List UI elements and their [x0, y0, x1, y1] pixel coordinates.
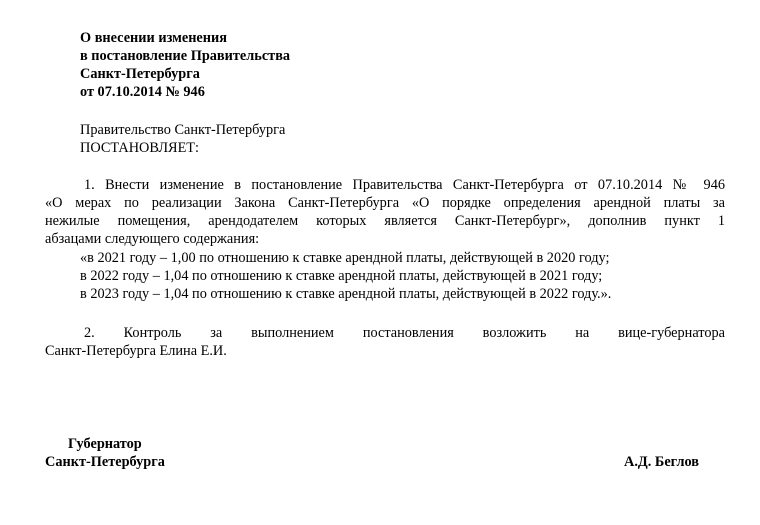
title-line-4: от 07.10.2014 № 946 [80, 84, 205, 100]
item1-line-3-text: нежилые помещения, арендодателем которых является Санкт-Петербург», дополнив пункт 1 [45, 213, 725, 229]
title-line-3: Санкт-Петербурга [80, 66, 200, 82]
signature-name: А.Д. Беглов [624, 454, 699, 470]
inserted-paragraph-2: в 2022 году – 1,04 по отношению к ставке арендной платы, действующей в 2021 году; [80, 268, 603, 284]
title-line-1: О внесении изменения [80, 30, 227, 46]
inserted-paragraph-3: в 2023 году – 1,04 по отношению к ставке арендной платы, действующей в 2022 году.». [80, 286, 612, 302]
item1-line-2 [45, 195, 725, 212]
signature-position-line-2: Санкт-Петербурга [45, 454, 165, 470]
inserted-paragraph-1: «в 2021 году – 1,00 по отношению к ставке арендной платы, действующей в 2020 году; [80, 250, 610, 266]
item1-line-3 [45, 213, 725, 230]
item2-line-1 [84, 325, 725, 342]
title-line-2: в постановление Правительства [80, 48, 291, 64]
item1-line-2-text: «О мерах по реализации Закона Санкт-Петербурга «О порядке определения арендной платы за [45, 195, 725, 211]
decree-word: ПОСТАНОВЛЯЕТ: [80, 140, 200, 156]
item1-line-4: абзацами следующего содержания: [45, 231, 260, 247]
item1-line-1-text: 1. Внести изменение в постановление Правительства Санкт-Петербурга от 07.10.2014 № 946 [84, 177, 725, 193]
item1-line-1 [84, 177, 725, 194]
authority-text: Правительство Санкт-Петербурга [80, 122, 286, 138]
item2-line-1-text: 2. Контроль за выполнением постановления возложить на вице-губернатора [84, 325, 725, 341]
signature-position-line-1: Губернатор [68, 436, 142, 452]
item2-line-2: Санкт-Петербурга Елина Е.И. [45, 343, 227, 359]
